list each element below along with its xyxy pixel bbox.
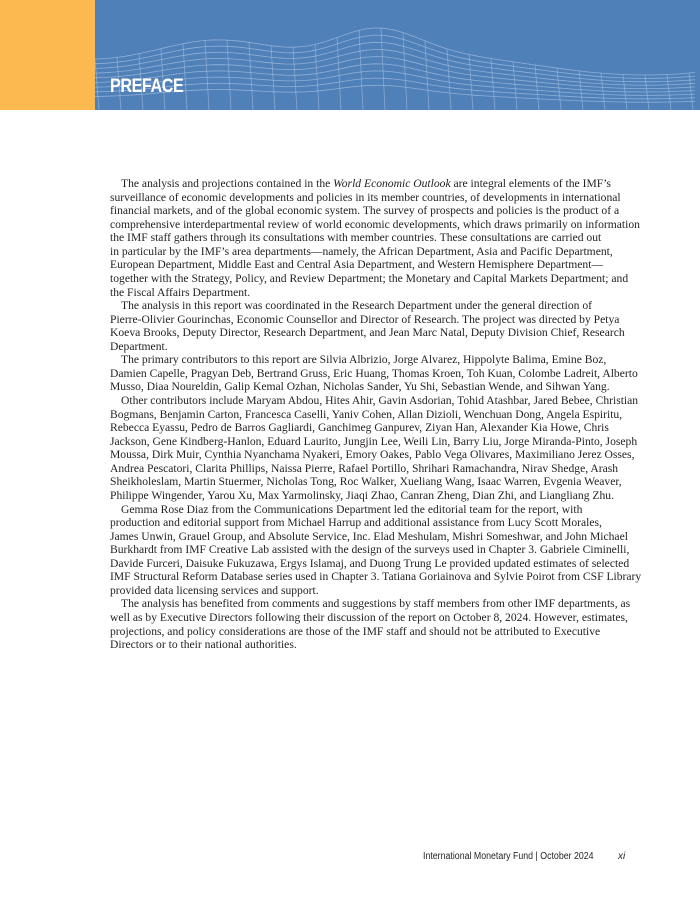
text-line: Davide Furceri, Daisuke Fukuzawa, Ergys Islamaj, and Duong Trung Le provided updated estimates of selected (110, 556, 630, 570)
text-line: together with the Strategy, Policy, and Review Department; the Monetary and Capital Markets Department; and (110, 271, 629, 285)
paragraph (110, 597, 631, 652)
text-line: Moussa, Dirk Muir, Cynthia Nyanchama Nyakeri, Emory Oakes, Pablo Vega Olivares, Maximiliano Jerez Osses, (110, 448, 635, 462)
text-line: the Fiscal Affairs Department. (110, 285, 251, 299)
text-segment: are integral elements of the IMF’s (450, 177, 611, 190)
text-line: Andrea Pescatori, Clarita Phillips, Naissa Pierre, Rafael Portillo, Shrihari Ramachandra, Nirav Shedge, Arash (110, 461, 619, 475)
text-line: Sheikholeslam, Martin Stuermer, Nicholas Tong, Roc Walker, Xueliang Wang, Isaac Warren, Evgenia Weaver, (110, 475, 622, 489)
text-line: comprehensive interdepartmental review of world economic developments, which draws primarily on information (110, 217, 640, 231)
text-line: projections, and policy considerations are those of the IMF staff and should not be attributed to Executive (110, 624, 601, 638)
text-line: The analysis has benefited from comments and suggestions by staff members from other IMF departments, as (121, 597, 631, 611)
text-line: Gemma Rose Diaz from the Communications Department led the editorial team for the report, with (121, 502, 583, 516)
text-line: Bogmans, Benjamin Carton, Francesca Caselli, Yaniv Cohen, Allan Dizioli, Wenchuan Dong, Angela Espiritu, (110, 407, 623, 421)
text-line: Directors or to their national authorities. (110, 638, 297, 652)
paragraph (110, 299, 625, 353)
text-line: Department. (110, 339, 168, 353)
text-segment: The analysis and projections contained in the (121, 177, 334, 190)
text-line: financial markets, and of the global economic system. The survey of prospects and policies is the product of a (110, 204, 620, 218)
text-line: Musso, Diaa Noureldin, Galip Kemal Ozhan, Nicholas Sander, Yu Shi, Sebastian Wende, and Sihwan Yang. (110, 380, 610, 394)
text-line: in particular by the IMF’s area departments—namely, the African Department, Asia and Pacific Department, (110, 244, 613, 258)
page-number: xi (618, 851, 626, 862)
page-title: PREFACE (110, 76, 184, 97)
paragraph (110, 353, 638, 394)
text-line: the IMF staff gathers through its consultations with member countries. These consultations are carried out (110, 231, 602, 245)
text-line: The analysis in this report was coordinated in the Research Department under the general direction of (121, 299, 592, 313)
text-line: Other contributors include Maryam Abdou, Hites Ahir, Gavin Asdorian, Tohid Atashbar, Jared Bebee, Christian (121, 394, 639, 407)
paragraph (110, 394, 639, 503)
text-line: production and editorial support from Michael Harrup and additional assistance from Lucy Scott Morales, (110, 516, 602, 530)
publication-title: World Economic Outlook (333, 177, 451, 190)
text-line: provided data licensing services and support. (110, 583, 319, 597)
text-line: James Unwin, Grauel Group, and Absolute Service, Inc. Elad Meshulam, Mishri Someshwar, and John Michael (110, 529, 628, 543)
text-line: European Department, Middle East and Central Asia Department, and Western Hemisphere Department— (110, 258, 604, 272)
paragraph (110, 177, 640, 299)
text-line: The primary contributors to this report are Silvia Albrizio, Jorge Alvarez, Hippolyte Balima, Emine Boz, (121, 353, 607, 367)
text-line: well as by Executive Directors following their discussion of the report on October 8, 2024. However, estimates, (110, 611, 628, 624)
text-line: Damien Capelle, Pragyan Deb, Bertrand Gruss, Eric Huang, Thomas Kroen, Toh Kuan, Colombe Ladreit, Alberto (110, 366, 638, 380)
text-line: Burkhardt from IMF Creative Lab assisted with the design of the surveys used in Chapter 3. Gabriele Ciminelli, (110, 543, 630, 557)
header-banner (95, 0, 700, 110)
text-line: Jackson, Gene Kindberg-Hanlon, Eduard Laurito, Jungjin Lee, Weili Lin, Barry Liu, Jorge Miranda-Pinto, Joseph (110, 434, 638, 448)
text-line: Pierre-Olivier Gourinchas, Economic Counsellor and Director of Research. The project was directed by Petya (110, 312, 620, 326)
wireframe-graphic (95, 0, 700, 110)
text-line: Rebecca Eyassu, Pedro de Barros Gagliardi, Ganchimeg Ganpurev, Ziyan Han, Alexander Kia Howe, Chris (110, 421, 609, 435)
text-line: Philippe Wingender, Yarou Xu, Max Yarmolinsky, Jiaqi Zhao, Canran Zheng, Dian Zhi, and Liangliang Zhu. (110, 488, 614, 502)
header-accent-block (0, 0, 95, 110)
text-line: surveillance of economic developments and policies in its member countries, of developments in international (110, 190, 621, 204)
footer-publication: International Monetary Fund | October 2024 (423, 851, 594, 862)
text-line (110, 177, 611, 191)
text-line: Koeva Brooks, Deputy Director, Research Department, and Jean Marc Natal, Deputy Division Chief, Research (110, 326, 625, 340)
paragraph (110, 502, 642, 598)
preface-body (110, 177, 642, 652)
text-line: IMF Structural Reform Database series used in Chapter 3. Tatiana Goriainova and Sylvie Poirot from CSF Library (110, 570, 642, 584)
